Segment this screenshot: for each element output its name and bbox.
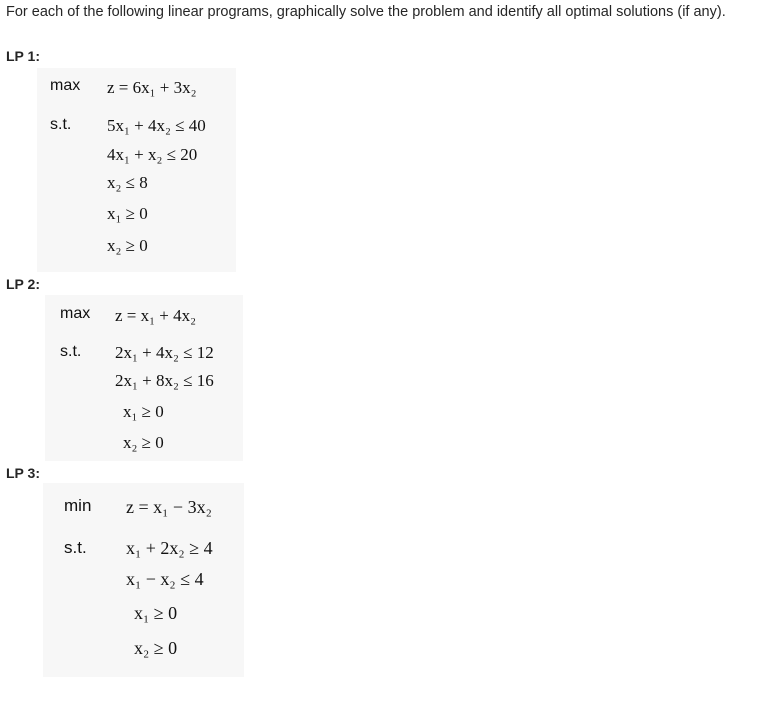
lp1-st: s.t. [50, 116, 72, 133]
lp1-label: LP 1: [6, 48, 40, 64]
lp3-st: s.t. [64, 538, 87, 557]
lp2-constraint-2: 2x₁ + 8x₂ ≤ 16 [115, 371, 214, 390]
instructions-text: For each of the following linear programs, graphically solve the problem and identify all optimal solutions (if any). [6, 4, 726, 20]
lp2-st: s.t. [60, 343, 82, 360]
lp3-formulation [43, 483, 244, 677]
lp1-formulation [37, 68, 236, 272]
lp2-constraint-4: x₂ ≥ 0 [123, 433, 164, 452]
lp2-formulation [45, 295, 243, 461]
lp2-label: LP 2: [6, 276, 40, 292]
lp2-objective-type: max [60, 305, 91, 322]
lp3-constraint-4: x₂ ≥ 0 [134, 638, 178, 658]
lp1-objective-type: max [50, 77, 81, 94]
lp1-constraint-5: x₂ ≥ 0 [107, 236, 148, 255]
lp2-constraint-1: 2x₁ + 4x₂ ≤ 12 [115, 343, 214, 362]
lp1-constraint-1: 5x₁ + 4x₂ ≤ 40 [107, 116, 206, 135]
lp3-objective-type: min [64, 496, 92, 515]
lp3-constraint-3: x₁ ≥ 0 [134, 603, 178, 623]
lp2-objective: z = x₁ + 4x₂ [115, 306, 197, 325]
lp2-constraint-3: x₁ ≥ 0 [123, 402, 164, 421]
lp3-constraint-2: x₁ − x₂ ≤ 4 [126, 569, 204, 589]
lp1-constraint-2: 4x₁ + x₂ ≤ 20 [107, 145, 198, 164]
lp3-label: LP 3: [6, 465, 40, 481]
lp3-objective: z = x₁ − 3x₂ [126, 497, 212, 517]
lp1-constraint-4: x₁ ≥ 0 [107, 204, 148, 223]
lp1-constraint-3: x₂ ≤ 8 [107, 173, 148, 192]
lp1-objective: z = 6x₁ + 3x₂ [107, 78, 197, 97]
lp3-constraint-1: x₁ + 2x₂ ≥ 4 [126, 538, 213, 558]
